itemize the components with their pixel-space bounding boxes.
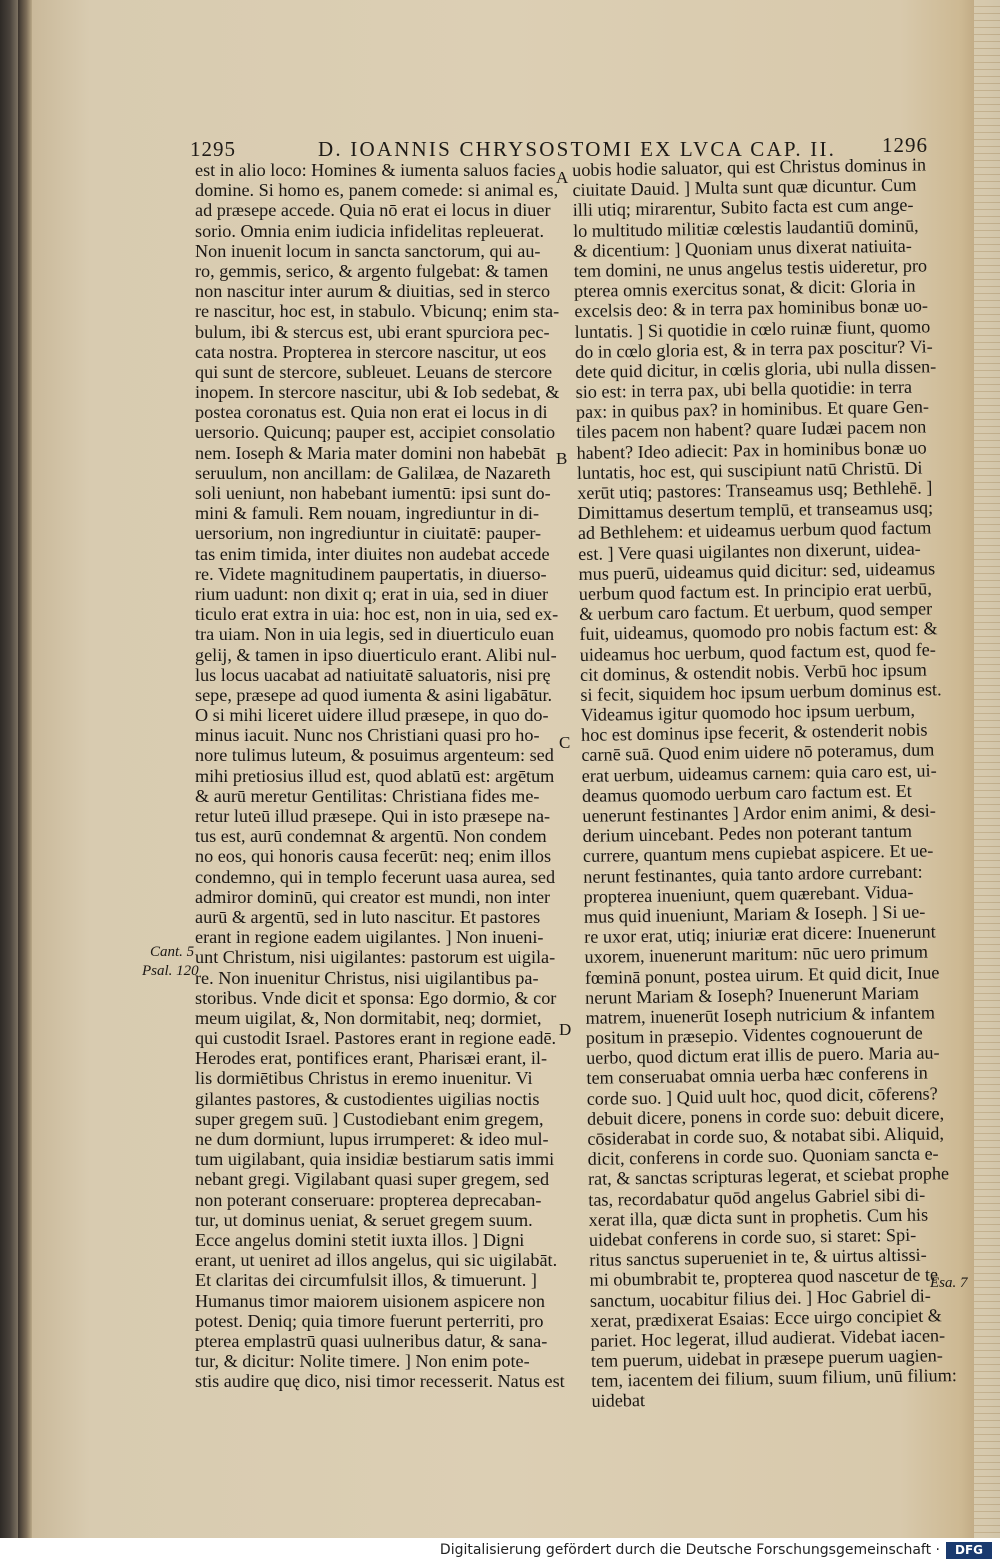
- text-line: xerat, prædixerat Esaias: Ecce uirgo concipiet &: [590, 1305, 943, 1331]
- text-line: ne dum dormiunt, lupus irrumperet: & ideo mul-: [195, 1129, 549, 1149]
- text-line: cit dominus, & ostendit nobis. Verbū hoc ipsum: [579, 659, 927, 685]
- text-line: ro, gemmis, serico, & argento fulgebat: & tamen: [195, 260, 549, 281]
- text-line: meum uigilat, &, Non dormitabit, neq; dormiet,: [195, 1007, 542, 1028]
- text-line: ciuitate Dauid. ] Multa sunt quæ dicuntur. Cum: [572, 174, 917, 201]
- text-line: est in alio loco: Homines & iumenta saluos facies: [195, 160, 556, 180]
- page-number-right: 1296: [882, 133, 928, 157]
- text-line: condemno, qui in templo fecerunt uasa aurea, sed: [195, 866, 556, 887]
- text-line: deamus quomodo uerbum caro factum est. Et: [581, 780, 912, 806]
- text-line: admiror dominū, qui creator est mundi, non inter: [195, 886, 551, 907]
- text-line: tem conseruabat omnia uerba hæc conferens in: [586, 1062, 928, 1089]
- text-line: Humanus timor maiorem uisionem aspicere non: [195, 1290, 546, 1311]
- text-line: est. ] Vere quasi uigilantes non dixerunt, uidea-: [578, 538, 921, 564]
- text-line: hoc est dominus ipse fecerit, & ostenderit nobis: [580, 719, 928, 746]
- text-line: mihi pretiosius illud est, quod ablatū est: argētum: [195, 765, 555, 786]
- text-line: cata nostra. Propterea in stercore nascitur, ut eos: [195, 341, 547, 362]
- text-line: si fecit, siquidem hoc ipsum uerbum dominus est.: [580, 679, 942, 705]
- text-line: carnē suā. Quod enim uidere nō poteramus, dum: [581, 739, 935, 766]
- text-line: re. Non inuenitur Christus, nisi uigilantibus pa-: [195, 967, 539, 988]
- text-line: non poterant conseruare: propterea deprecaban-: [195, 1189, 542, 1210]
- section-letter-c: C: [559, 733, 571, 752]
- section-letter-d: D: [559, 1020, 572, 1039]
- text-line: cōsiderabat in corde suo, & notabat sibi. Aliquid,: [587, 1123, 945, 1149]
- text-line: ticulo erat extra in uia: hoc est, non in uia, sed ex-: [195, 604, 559, 625]
- text-line: fuit, uideamus, quomodo pro nobis factum est: &: [579, 618, 938, 645]
- text-line: erat uerbum, uideamus carnem: quia caro est, ui-: [581, 759, 937, 786]
- text-line: mini & famuli. Rem nouam, ingrediuntur in di-: [195, 503, 539, 524]
- text-line: debuit dicere, ponens in corde suo: debuit dicere,: [586, 1103, 945, 1129]
- text-line: tiles pacem non habent? quare Iudæi pacem non: [576, 416, 927, 443]
- text-line: illi utiq; mirarentur, Subito facta est cum ange-: [572, 195, 914, 221]
- text-line: mus puerū, uideamus quid dicitur: sed, uideamus: [578, 558, 936, 584]
- text-line: tem domini, ne unus angelus testis uideretur, pro: [573, 255, 928, 281]
- section-letter-b: B: [556, 449, 568, 468]
- text-line: luntatis. ] Si quotidie in cœlo ruinæ fiunt, quomo: [574, 315, 931, 342]
- text-line: pterea omnis exercitus sonat, & dicit: Gloria in: [573, 275, 916, 302]
- text-line: uobis hodie saluator, qui est Christus dominus in: [572, 154, 927, 180]
- margin-note-cant: Cant. 5: [150, 944, 195, 960]
- text-line: minus iacuit. Nunc nos Christiani quasi pro ho-: [195, 725, 540, 746]
- text-line: dicit, conferens in corde suo. Quoniam sancta e-: [587, 1143, 939, 1170]
- text-line: non nascitur inter aurum & diuitias, sed in sterco: [195, 281, 551, 302]
- text-line: nebant gregi. Vigilabant quasi super gregem, sed: [195, 1169, 550, 1190]
- text-line: uidebat: [591, 1390, 646, 1412]
- book-gutter: [18, 0, 32, 1538]
- margin-note-psal: Psal. 120: [142, 963, 199, 979]
- text-line: corde suo. ] Quid uult hoc, quod dicit, cōferens?: [586, 1082, 938, 1109]
- text-line: sanctum, uocabitur filius dei. ] Hoc Gabriel di-: [589, 1285, 931, 1311]
- page-number-left: 1295: [190, 137, 236, 161]
- text-line: nerunt festinantes, quia tanto ardore currebant:: [583, 861, 923, 887]
- text-line: pax: in quibus pax? in hominibus. Et quare Gen-: [575, 396, 930, 423]
- text-line: ritus sanctus superueniet in te, & uirtus altissi-: [589, 1244, 927, 1270]
- text-line: re uxor erat, utiq; iniuriæ erat dicere: Inuenerunt: [584, 921, 936, 948]
- text-line: O si mihi liceret uidere illud præsepe, in quo do-: [195, 705, 549, 726]
- text-line: uerbo, quod dictum erat illis de puero. Maria au-: [585, 1042, 940, 1069]
- text-line: sepe, præsepe ad quod iumenta & asini ligabātur.: [195, 684, 553, 705]
- text-line: habent? Ideo adiecit: Pax in hominibus bonæ uo: [576, 437, 927, 463]
- text-line: tas enim timida, inter diuites non audebat accede: [195, 543, 550, 564]
- text-line: excelsis deo: & in terra pax hominibus bonæ uo-: [574, 295, 929, 322]
- text-line: qui custodit Israel. Pastores erant in regione eadē.: [195, 1028, 557, 1049]
- text-line: erant, ut ueniret ad illos angelus, qui sic uigilabāt.: [195, 1250, 558, 1271]
- text-line: rium uadunt: non dixit q; erat in uia, sed in diuer: [195, 583, 549, 604]
- text-line: dete quid dicitur, in cœlis gloria, ubi nulla dissen-: [575, 356, 937, 382]
- text-line: tur, & dicitur: Nolite timere. ] Non enim pote-: [195, 1351, 530, 1372]
- text-line: re nascitur, hoc est, in stabulo. Vbicunq; enim sta-: [195, 301, 560, 322]
- text-line: tem puerum, uidebat in præsepe puerum uagien-: [590, 1345, 944, 1371]
- text-line: postea coronatus est. Quia non erat ei locus in di: [195, 402, 548, 423]
- text-line: mi obumbrabit te, propterea quod nascetur de te: [589, 1264, 939, 1291]
- text-line: gelij, & tamen in ipso diuerticulo erant. Alibi nul-: [195, 644, 557, 665]
- right-text-column: [572, 154, 958, 1412]
- text-line: inopem. In stercore nascitur, ubi & Iob sedebat, &: [195, 382, 560, 403]
- text-line: uxorem, inuenerunt maritum: nūc uero primum: [584, 941, 929, 968]
- text-line: aurū & argentū, sed in luto nascitur. Et pastores: [195, 906, 541, 927]
- text-line: uideamus hoc uerbum, quod factum est, quod fe-: [579, 638, 936, 665]
- text-line: tus est, aurū condemnat & argentū. Non condem: [195, 826, 547, 847]
- text-line: mus quid inueniunt, Mariam & Ioseph. ] Si ue-: [583, 901, 926, 927]
- running-title: D. IOANNIS CHRYSOSTOMI EX LVCA CAP. II.: [318, 137, 837, 161]
- text-line: sorio. Omnia enim iudicia infidelitas repleuerat.: [195, 220, 544, 241]
- text-line: uidebat conferens in corde suo, si staret: Spi-: [588, 1224, 917, 1250]
- text-line: matrem, inuenerūt Ioseph nutricium & infantem: [585, 1002, 936, 1028]
- text-line: pariet. Hoc legerat, illud audierat. Videbat iacen-: [590, 1325, 946, 1351]
- text-line: rat, & sanctas scripturas legerat, et sciebat prophe: [587, 1163, 950, 1190]
- text-line: nem. Ioseph & Maria mater domini non habebāt: [195, 442, 546, 463]
- text-line: no eos, qui honoris causa fecerūt: neq; enim illos: [195, 846, 552, 867]
- text-line: stis audire quę dico, nisi timor recesserit. Natus est: [195, 1371, 565, 1392]
- left-text-column: [195, 160, 565, 1392]
- text-line: unt Christum, nisi uigilantes: pastorum est uigila-: [195, 947, 556, 968]
- text-line: Non inuenit locum in sancta sanctorum, qui au-: [195, 240, 541, 261]
- text-line: uersorium, non ingrediuntur in ciuitatē: pauper-: [195, 523, 542, 544]
- text-line: domine. Si homo es, panem comede: si animal es,: [195, 180, 559, 201]
- text-line: currere, quantum mens cupiebat aspicere. Et ue-: [582, 840, 934, 867]
- text-line: Videamus igitur quomodo hoc ipsum uerbum,: [580, 699, 916, 725]
- text-line: ad præsepe accede. Quia nō erat ei locus in diuer: [195, 200, 551, 221]
- text-line: nore tulimus luteum, & posuimus argenteum: sed: [195, 745, 554, 766]
- text-line: retur luteū illud præsepe. Qui in isto præsepe na-: [195, 806, 551, 826]
- text-line: bulum, ibi & stercus est, ubi erant spurciora pec-: [195, 321, 550, 342]
- text-line: lus locus uacabat ad natiuitatē saluatoris, nisi prę: [195, 664, 551, 685]
- text-line: fœminā ponunt, postea uirum. Et quid dicit, Inue: [584, 961, 940, 988]
- text-line: sio est: in terra pax, ubi bella quotidie: in terra: [575, 376, 913, 403]
- text-line: tem, iacentem dei filium, suum filium, unū filium:: [591, 1365, 958, 1392]
- dfg-logo: DFG: [946, 1542, 992, 1559]
- text-line: ad Bethlehem: et uideamus uerbum quod factum: [577, 517, 932, 544]
- text-line: soli ueniunt, non habebant iumentū: ipsi sunt do-: [195, 483, 551, 503]
- margin-note-esa: Esa. 7: [930, 1275, 968, 1291]
- text-line: qui sunt de stercore, subleuet. Leuans de stercore: [195, 361, 553, 382]
- text-line: Herodes erat, pontifices erant, Pharisæi erant, il-: [195, 1048, 548, 1069]
- text-line: tra uiam. Non in uia legis, sed in diuerticulo euan: [195, 624, 555, 645]
- text-line: tas, recordabatur quōd angelus Gabriel sibi di-: [588, 1184, 926, 1210]
- text-line: & aurū meretur Gentilitas: Christiana fides me-: [195, 785, 540, 806]
- text-line: xerat illa, quæ dicta sunt in prophetis. Cum his: [588, 1204, 929, 1230]
- text-line: xerūt utiq; pastores: Transeamus usq; Bethlehē. ]: [577, 477, 933, 503]
- text-line: propterea inueniunt, quem quærebant. Vidua-: [583, 881, 914, 907]
- text-line: storibus. Vnde dicit et sponsa: Ego dormio, & cor: [195, 987, 557, 1008]
- text-line: luntatis, hoc est, qui suscipiunt natū Christū. Di: [576, 457, 923, 483]
- footer-credit: Digitalisierung gefördert durch die Deutsche Forschungsgemeinschaft ·: [439, 1542, 940, 1558]
- text-line: derium uincebant. Pedes non poterant tantum: [582, 820, 913, 847]
- text-line: lis dormiētibus Christus in eremo inuenitur. Vi: [195, 1068, 533, 1089]
- footer-bar: [0, 1538, 1000, 1564]
- text-line: potest. Deniq; quia timore fuerunt perterriti, pro: [195, 1310, 544, 1331]
- text-line: uersorio. Quicunq; pauper est, accipiet consolatio: [195, 422, 556, 443]
- text-line: positum in præsepio. Videntes cognouerunt de: [585, 1022, 923, 1048]
- text-line: uenerunt festinantes ] Ardor enim animi, & desi-: [582, 800, 936, 826]
- text-line: & dicentium: ] Quoniam unus dixerat natiuita-: [573, 235, 912, 261]
- text-line: tum uigilabant, quia insidiæ bestiarum satis immi: [195, 1149, 555, 1170]
- text-line: tur, ut dominus ueniat, & seruet gregem suum.: [195, 1209, 533, 1230]
- text-line: super gregem suū. ] Custodiebant enim gregem,: [195, 1108, 544, 1129]
- text-line: & uerbum caro factum. Et uerbum, quod semper: [578, 598, 933, 625]
- text-line: Ecce angelus domini stetit iuxta illos. ] Digni: [195, 1229, 525, 1250]
- page-stack-edge: [974, 0, 1000, 1538]
- text-line: erant in regione eadem uigilantes. ] Non inueni-: [195, 927, 544, 948]
- text-line: seruulum, non ancillam: de Galilæa, de Nazareth: [195, 462, 551, 483]
- text-line: pterea emplastrū quasi uulneribus datur, & sana-: [195, 1330, 548, 1351]
- text-line: Dimittamus desertum templū, et transeamus usq;: [577, 497, 934, 524]
- text-line: lo multitudo militiæ cœlestis laudantiū dominū,: [572, 215, 919, 241]
- text-line: nerunt Mariam & Ioseph? Inuenerunt Mariam: [585, 982, 920, 1008]
- text-line: re. Videte magnitudinem paupertatis, in diuerso-: [195, 563, 547, 584]
- text-line: uerbum quod factum est. In principio erat uerbū,: [578, 578, 932, 604]
- section-letter-a: A: [556, 168, 569, 187]
- text-line: gilantes pastores, & custodientes uigilias noctis: [195, 1088, 540, 1109]
- text-line: do in cœlo gloria est, & in terra pax poscitur? Vi-: [574, 336, 933, 362]
- text-line: Et claritas dei circumfulsit illos, & timuerunt. ]: [195, 1270, 537, 1291]
